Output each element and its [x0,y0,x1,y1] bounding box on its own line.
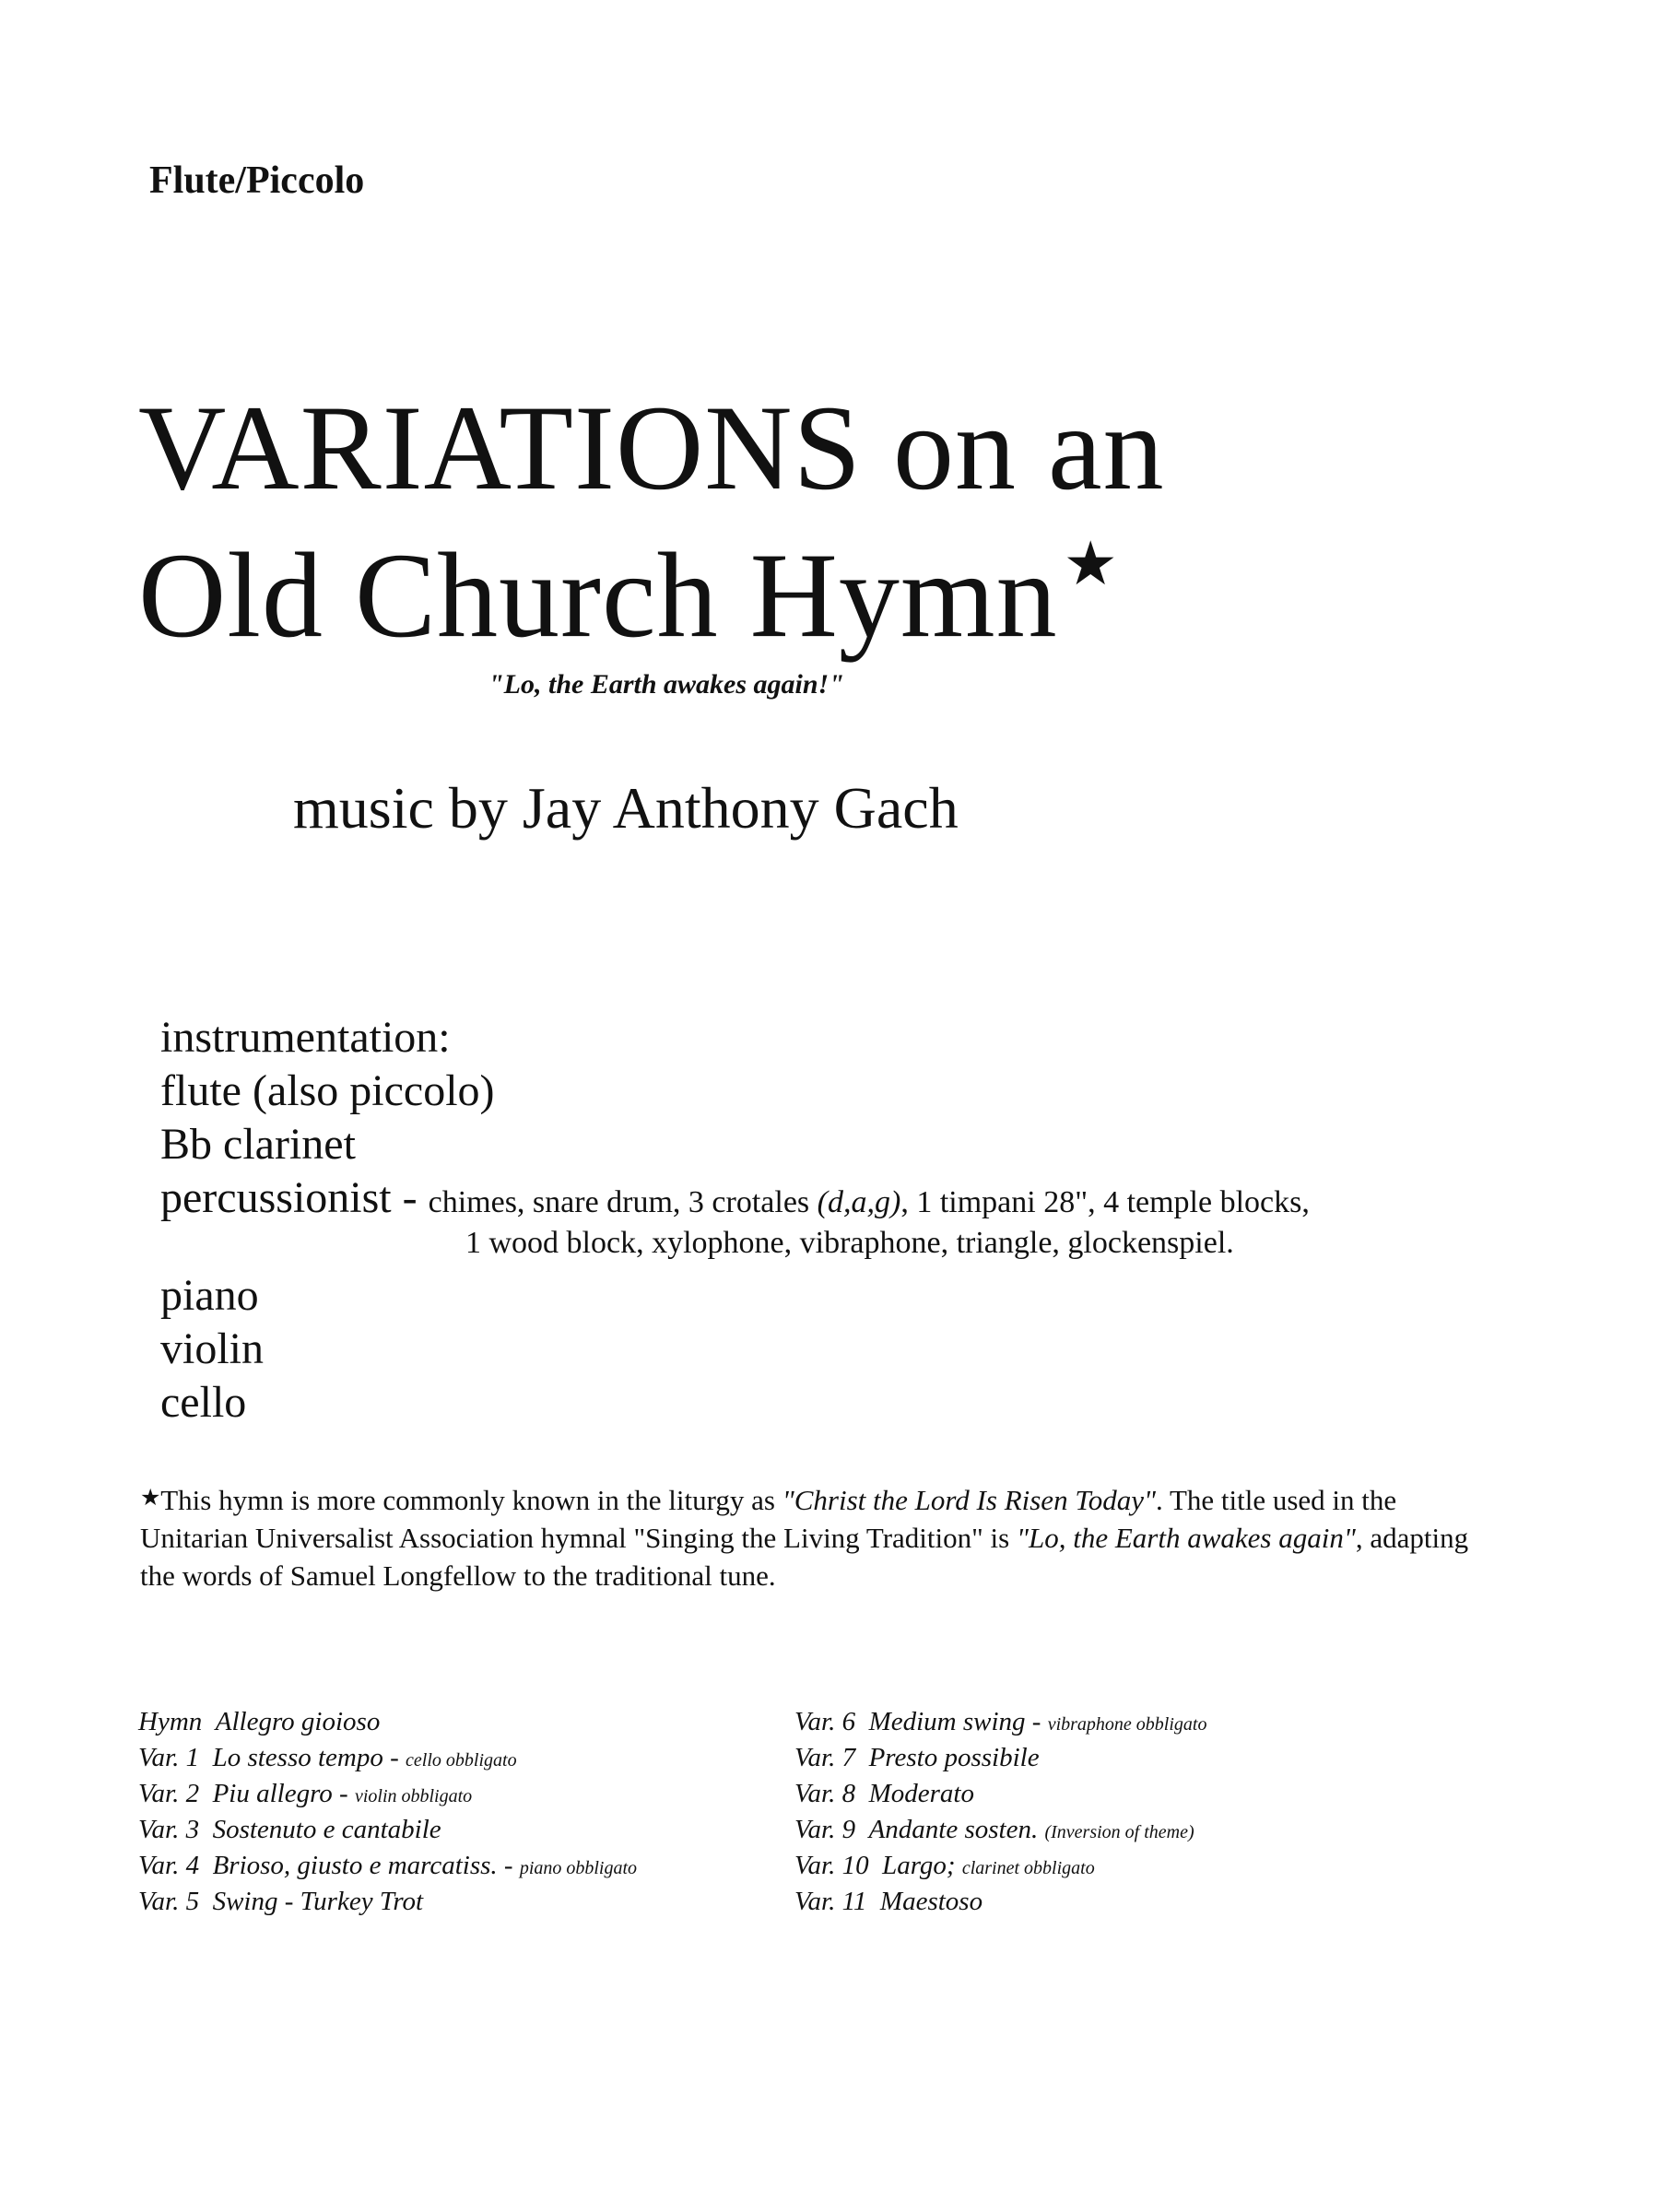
movement-tempo: Medium swing - [868,1707,1048,1736]
movement-tempo: Piu allegro - [212,1779,355,1808]
footnote-text-3: , adapting the words of Samuel Longfellow to the traditional tune. [140,1521,1469,1592]
movement-var-10 [794,1851,1095,1881]
movement-number: Var. 5 [138,1887,200,1916]
footnote [140,1482,1504,1595]
movement-var-11 [794,1887,982,1917]
movement-number: Var. 11 [794,1887,867,1916]
title-line-1-text: VARIATIONS on an [138,380,1165,515]
movement-note: clarinet obbligato [961,1858,1095,1878]
movement-tempo: Swing - Turkey Trot [212,1887,424,1916]
movement-var-5 [138,1887,423,1917]
movement-tempo: Maestoso [879,1887,983,1916]
movement-tempo: Andante sosten. [868,1815,1045,1844]
movement-hymn [138,1707,380,1737]
movement-number: Var. 8 [794,1779,856,1808]
movement-var-7 [794,1743,1040,1773]
movement-number: Hymn [138,1707,203,1736]
movement-var-8 [794,1779,974,1809]
star-icon: ★ [1063,531,1119,598]
title-line-2-text: Old Church Hymn [138,527,1058,664]
instrument-piano: piano [160,1271,259,1320]
movement-note: vibraphone obbligato [1047,1714,1207,1735]
movement-var-2 [138,1779,472,1809]
percussionist-label: percussionist - [160,1173,418,1222]
movement-number: Var. 9 [794,1815,856,1844]
instrument-cello: cello [160,1378,247,1427]
movement-var-9 [794,1815,1194,1845]
percussion-list-part-a: chimes, snare drum, 3 crotales [428,1185,810,1219]
movement-number: Var. 6 [794,1707,856,1736]
movement-number: Var. 10 [794,1851,869,1880]
movement-number: Var. 2 [138,1779,200,1808]
instrumentation-heading: instrumentation: [160,1013,451,1062]
footnote-title-2: "Lo, the Earth awakes again" [1016,1521,1356,1554]
percussion-list-line-2: 1 wood block, xylophone, vibraphone, triangle, glockenspiel. [465,1226,1234,1260]
composer-credit: music by Jay Anthony Gach [293,775,959,841]
title-line-2 [138,527,1119,664]
footnote-text-2: . The title used in the Unitarian Universalist Association hymnal "Singing the Living Tradition" is [140,1484,1397,1554]
movement-var-6 [794,1707,1206,1737]
instrument-flute: flute (also piccolo) [160,1066,495,1115]
movement-number: Var. 1 [138,1743,200,1772]
movement-tempo: Lo stesso tempo - [212,1743,406,1772]
movement-tempo: Largo; [882,1851,962,1880]
footnote-text-1: This hymn is more commonly known in the liturgy as [160,1484,782,1516]
percussion-list-line-1 [429,1185,1310,1219]
part-name: Flute/Piccolo [149,159,365,202]
movement-number: Var. 3 [138,1815,200,1844]
instrument-percussionist [160,1172,1310,1223]
movement-note: piano obbligato [519,1858,638,1878]
movement-note: violin obbligato [354,1786,473,1806]
footnote-title-1: "Christ the Lord Is Risen Today" [782,1484,1156,1516]
subtitle: "Lo, the Earth awakes again!" [488,669,844,700]
movement-tempo: Allegro gioioso [215,1707,381,1736]
movement-number: Var. 4 [138,1851,200,1880]
movement-var-4 [138,1851,637,1881]
movement-note: (Inversion of theme) [1044,1822,1194,1842]
percussion-list-part-b: , 1 timpani 28", 4 temple blocks, [900,1185,1310,1219]
movement-tempo: Presto possibile [868,1743,1040,1772]
movement-tempo: Moderato [868,1779,974,1808]
instrument-violin: violin [160,1324,265,1373]
movement-var-1 [138,1743,517,1773]
movement-number: Var. 7 [794,1743,856,1772]
footnote-star-icon: ★ [140,1486,161,1512]
movement-tempo: Sostenuto e cantabile [212,1815,441,1844]
crotales-notes: (d,a,g) [817,1185,901,1219]
movement-tempo: Brioso, giusto e marcatiss. - [212,1851,520,1880]
instrument-clarinet: Bb clarinet [160,1120,356,1169]
title-line-1 [138,380,1165,515]
movement-note: cello obbligato [406,1750,517,1771]
movement-var-3 [138,1815,441,1845]
